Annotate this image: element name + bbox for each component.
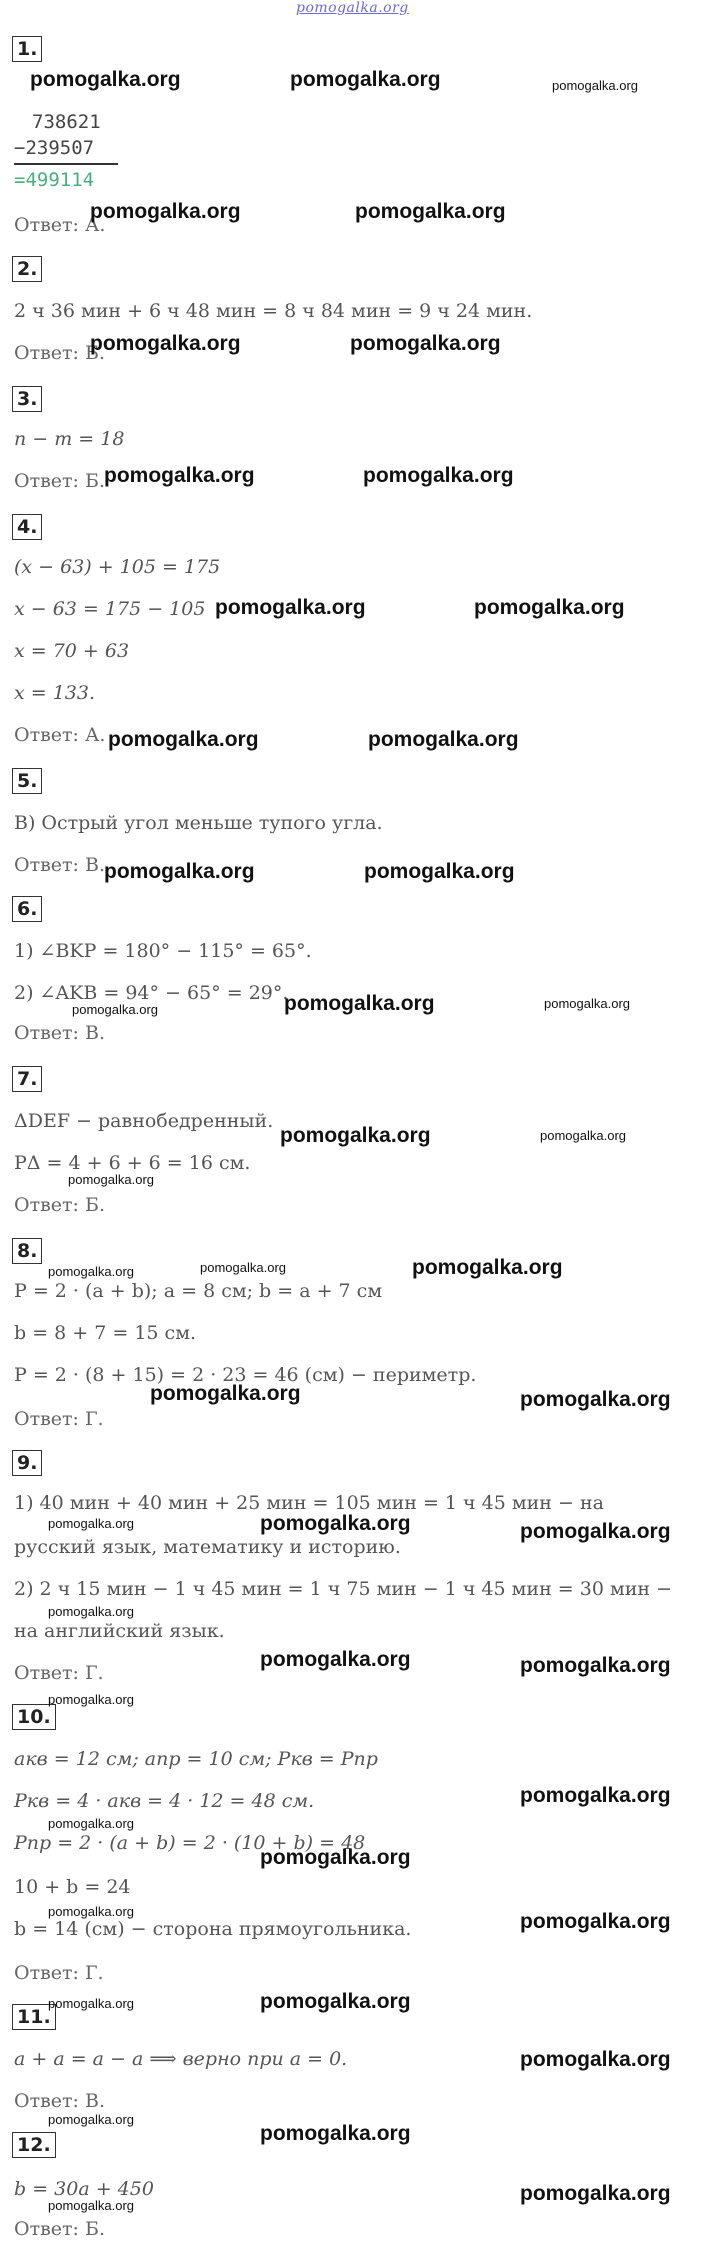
task-1-minuend: 738621 [32, 111, 101, 133]
task-9-line-2: русский язык, математику и историю. [14, 1536, 401, 1558]
watermark-small: pomogalka.org [48, 2112, 134, 2127]
header-link[interactable]: pomogalka.org [296, 0, 409, 16]
watermark: pomogalka.org [355, 200, 506, 223]
task-6-answer: Ответ: В. [14, 1022, 105, 1044]
task-3-answer: Ответ: Б. [14, 470, 105, 492]
watermark: pomogalka.org [520, 1388, 671, 1411]
watermark: pomogalka.org [260, 1990, 411, 2013]
watermark: pomogalka.org [150, 1382, 301, 1405]
task-4-line-4: x = 133. [14, 682, 96, 704]
watermark: pomogalka.org [520, 1654, 671, 1677]
task-6-line-1: 1) ∠BKP = 180° − 115° = 65°. [14, 940, 312, 962]
watermark: pomogalka.org [284, 992, 435, 1015]
task-12-line-1: b = 30a + 450 [14, 2178, 154, 2200]
task-4-line-3: x = 70 + 63 [14, 640, 130, 662]
watermark: pomogalka.org [30, 68, 181, 91]
task-11-answer: Ответ: В. [14, 2090, 105, 2112]
watermark: pomogalka.org [90, 332, 241, 355]
watermark: pomogalka.org [108, 728, 259, 751]
task-7-number: 7. [12, 1066, 42, 1092]
task-10-answer: Ответ: Г. [14, 1962, 104, 1984]
task-9-answer: Ответ: Г. [14, 1662, 104, 1684]
task-12-answer: Ответ: Б. [14, 2218, 105, 2240]
task-2-answer: Ответ: Б. [14, 342, 105, 364]
watermark: pomogalka.org [368, 728, 519, 751]
watermark: pomogalka.org [280, 1124, 431, 1147]
watermark-small: pomogalka.org [540, 1128, 626, 1143]
task-8-answer: Ответ: Г. [14, 1408, 104, 1430]
task-5-number: 5. [12, 768, 42, 794]
watermark-small: pomogalka.org [72, 1002, 158, 1017]
task-4-number: 4. [12, 514, 42, 540]
watermark: pomogalka.org [520, 2182, 671, 2205]
task-5-line-1: В) Острый угол меньше тупого угла. [14, 812, 383, 834]
watermark: pomogalka.org [350, 332, 501, 355]
task-1-subtrahend: −239507 [14, 137, 95, 159]
task-11-line-1: a + a = a − a ⟹ верно при a = 0. [14, 2048, 348, 2070]
watermark: pomogalka.org [104, 860, 255, 883]
task-8-line-2: b = 8 + 7 = 15 см. [14, 1322, 197, 1344]
task-3-line-1: n − m = 18 [14, 428, 125, 450]
watermark: pomogalka.org [260, 1846, 411, 1869]
task-8-number: 8. [12, 1238, 42, 1264]
watermark-small: pomogalka.org [48, 1692, 134, 1707]
task-8-line-3: P = 2 · (8 + 15) = 2 · 23 = 46 (см) − периметр. [14, 1364, 477, 1386]
task-10-line-2: Pкв = 4 · aкв = 4 · 12 = 48 см. [14, 1790, 315, 1812]
task-10-line-5: b = 14 (см) − сторона прямоугольника. [14, 1918, 412, 1940]
watermark: pomogalka.org [104, 464, 255, 487]
watermark-small: pomogalka.org [200, 1260, 286, 1275]
task-12-number: 12. [12, 2132, 56, 2158]
watermark-small: pomogalka.org [48, 1816, 134, 1831]
task-7-line-1: ΔDEF − равнобедренный. [14, 1110, 274, 1132]
watermark: pomogalka.org [520, 1784, 671, 1807]
task-9-line-3: 2) 2 ч 15 мин − 1 ч 45 мин = 1 ч 75 мин − 1 ч 45 мин = 30 мин − [14, 1578, 673, 1600]
task-7-answer: Ответ: Б. [14, 1194, 105, 1216]
watermark: pomogalka.org [260, 1648, 411, 1671]
task-11-number: 11. [12, 2004, 56, 2030]
watermark-small: pomogalka.org [48, 1604, 134, 1619]
task-4-line-1: (x − 63) + 105 = 175 [14, 556, 221, 578]
watermark: pomogalka.org [363, 464, 514, 487]
watermark: pomogalka.org [260, 2122, 411, 2145]
task-9-number: 9. [12, 1450, 42, 1476]
task-4-answer: Ответ: А. [14, 724, 106, 746]
task-6-line-2: 2) ∠AKB = 94° − 65° = 29°. [14, 982, 289, 1004]
task-2-line-1: 2 ч 36 мин + 6 ч 48 мин = 8 ч 84 мин = 9 ч 24 мин. [14, 300, 533, 322]
watermark: pomogalka.org [520, 2048, 671, 2071]
task-10-number: 10. [12, 1704, 56, 1730]
task-9-line-1: 1) 40 мин + 40 мин + 25 мин = 105 мин = 1 ч 45 мин − на [14, 1492, 604, 1514]
watermark: pomogalka.org [90, 200, 241, 223]
task-1-underline [14, 163, 118, 165]
task-5-answer: Ответ: В. [14, 854, 105, 876]
task-1-answer: Ответ: А. [14, 214, 106, 236]
watermark-small: pomogalka.org [48, 1264, 134, 1279]
task-1-result: =499114 [14, 169, 95, 191]
task-9-line-4: на английский язык. [14, 1620, 225, 1642]
task-6-number: 6. [12, 896, 42, 922]
task-10-line-3: Pпр = 2 · (a + b) = 2 · (10 + b) = 48 [14, 1832, 366, 1854]
watermark: pomogalka.org [290, 68, 441, 91]
watermark-small: pomogalka.org [544, 996, 630, 1011]
watermark-small: pomogalka.org [48, 1996, 134, 2011]
task-8-line-1: P = 2 · (a + b); a = 8 см; b = a + 7 см [14, 1280, 383, 1302]
watermark-small: pomogalka.org [48, 1904, 134, 1919]
watermark: pomogalka.org [520, 1520, 671, 1543]
task-2-number: 2. [12, 256, 42, 282]
watermark: pomogalka.org [520, 1910, 671, 1933]
task-10-line-1: aкв = 12 см; aпр = 10 см; Pкв = Pпр [14, 1748, 378, 1770]
task-3-number: 3. [12, 386, 42, 412]
task-1-number: 1. [12, 36, 42, 62]
watermark-small: pomogalka.org [68, 1172, 154, 1187]
watermark: pomogalka.org [474, 596, 625, 619]
watermark: pomogalka.org [412, 1256, 563, 1279]
task-4-line-2: x − 63 = 175 − 105 [14, 598, 206, 620]
watermark-small: pomogalka.org [552, 78, 638, 93]
task-10-line-4: 10 + b = 24 [14, 1876, 131, 1898]
watermark: pomogalka.org [364, 860, 515, 883]
watermark-small: pomogalka.org [48, 1516, 134, 1531]
watermark: pomogalka.org [215, 596, 366, 619]
watermark: pomogalka.org [260, 1512, 411, 1535]
watermark-small: pomogalka.org [48, 2198, 134, 2213]
task-7-line-2: PΔ = 4 + 6 + 6 = 16 см. [14, 1152, 251, 1174]
